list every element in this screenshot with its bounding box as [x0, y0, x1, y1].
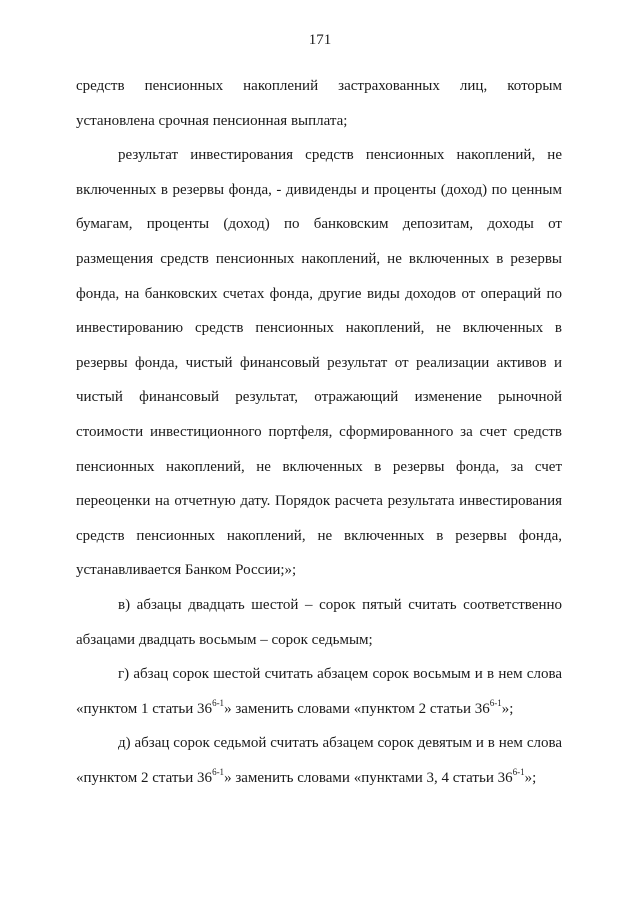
- text-line: переоценки на отчетную дату. Порядок расчета результата инвестирования: [76, 493, 562, 510]
- paragraph-4: [76, 657, 562, 726]
- text-line: результат инвестирования средств пенсионных накоплений, не: [118, 147, 562, 164]
- text-line: установлена срочная пенсионная выплата;: [76, 112, 348, 129]
- text-line: [76, 761, 562, 796]
- text-line: средств пенсионных накоплений застрахованных лиц, которым: [76, 78, 562, 94]
- text-line: резервы фонда, чистый финансовый результат от реализации активов и: [76, 354, 562, 371]
- text-fragment: »;: [501, 700, 514, 717]
- text-line: г) абзац сорок шестой считать абзацем сорок восьмым и в нем слова: [118, 666, 562, 683]
- text-fragment: »;: [524, 769, 537, 786]
- text-line: [76, 692, 562, 727]
- superscript: 6-1: [212, 766, 225, 777]
- text-fragment: » заменить словами «пунктами 3, 4 статьи 36: [224, 769, 513, 786]
- text-fragment: » заменить словами «пунктом 2 статьи 36: [224, 700, 490, 717]
- text-line: размещения средств пенсионных накоплений, не включенных в резервы: [76, 250, 562, 267]
- text-line: включенных в резервы фонда, - дивиденды и проценты (доход) по ценным: [76, 181, 562, 198]
- text-line: стоимости инвестиционного портфеля, сформированного за счет средств: [76, 423, 562, 440]
- text-line: пенсионных накоплений, не включенных в резервы фонда, за счет: [76, 458, 562, 475]
- paragraph-2: [76, 138, 562, 588]
- text-line: устанавливается Банком России;»;: [76, 562, 297, 579]
- superscript: 6-1: [489, 697, 502, 708]
- paragraph-5: [76, 726, 562, 795]
- text-line: фонда, на банковских счетах фонда, другие виды доходов от операций по: [76, 285, 562, 302]
- text-line: чистый финансовый результат, отражающий изменение рыночной: [76, 389, 562, 406]
- superscript: 6-1: [212, 697, 225, 708]
- text-fragment: «пунктом 1 статьи 36: [76, 700, 213, 717]
- text-line: д) абзац сорок седьмой считать абзацем сорок девятым и в нем слова: [118, 735, 562, 752]
- superscript: 6-1: [512, 766, 525, 777]
- text-line: в) абзацы двадцать шестой – сорок пятый считать соответственно: [118, 596, 562, 613]
- page-number: 171: [308, 32, 332, 48]
- text-line: инвестированию средств пенсионных накоплений, не включенных в: [76, 320, 562, 337]
- text-line: бумагам, проценты (доход) по банковским депозитам, доходы от: [76, 216, 562, 233]
- text-line: средств пенсионных накоплений, не включенных в резервы фонда,: [76, 527, 562, 544]
- paragraph-3: [76, 588, 562, 657]
- paragraph-1: [76, 69, 562, 138]
- text-line: абзацами двадцать восьмым – сорок седьмым;: [76, 631, 373, 648]
- text-fragment: «пунктом 2 статьи 36: [76, 769, 213, 786]
- document-body: [76, 69, 562, 795]
